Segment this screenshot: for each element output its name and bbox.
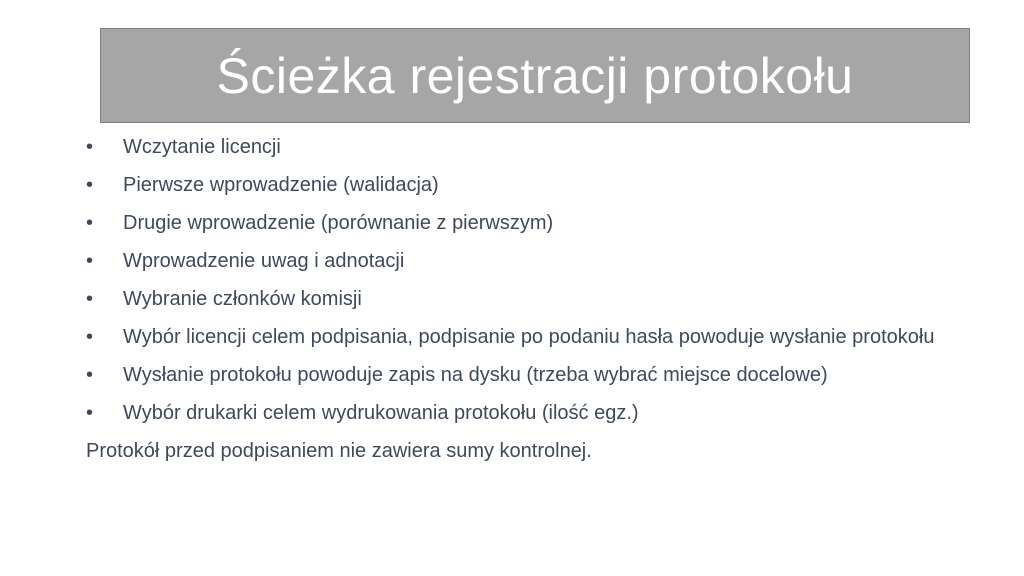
list-item	[86, 248, 966, 275]
list-item	[86, 134, 966, 161]
bullet-icon: •	[86, 402, 94, 424]
list-item-text: Pierwsze wprowadzenie (walidacja)	[123, 174, 439, 196]
list-item	[86, 172, 966, 199]
list-item	[86, 400, 966, 427]
bullet-icon: •	[86, 136, 94, 158]
slide-body	[86, 134, 966, 465]
list-item-text: Wczytanie licencji	[123, 136, 281, 158]
bullet-icon: •	[86, 364, 94, 386]
list-item-text: Drugie wprowadzenie (porównanie z pierwszym)	[123, 212, 554, 234]
list-item	[86, 324, 966, 351]
list-item	[86, 286, 966, 313]
bullet-icon: •	[86, 250, 94, 272]
title-banner	[100, 28, 970, 123]
list-item-text: Wybranie członków komisji	[123, 288, 362, 310]
bullet-list	[86, 134, 966, 427]
bullet-icon: •	[86, 174, 94, 196]
list-item-text: Wprowadzenie uwag i adnotacji	[123, 250, 405, 272]
list-item	[86, 210, 966, 237]
list-item	[86, 362, 966, 389]
bullet-icon: •	[86, 212, 94, 234]
slide-title: Ścieżka rejestracji protokołu	[216, 47, 854, 104]
list-item-text: Wybór licencji celem podpisania, podpisanie po podaniu hasła powoduje wysłanie protokołu	[123, 326, 935, 348]
bullet-icon: •	[86, 288, 94, 310]
list-item-text: Wybór drukarki celem wydrukowania protokołu (ilość egz.)	[123, 402, 639, 424]
closing-note: Protokół przed podpisaniem nie zawiera sumy kontrolnej.	[86, 440, 592, 462]
list-item-text: Wysłanie protokołu powoduje zapis na dysku (trzeba wybrać miejsce docelowe)	[123, 364, 828, 386]
bullet-icon: •	[86, 326, 94, 348]
